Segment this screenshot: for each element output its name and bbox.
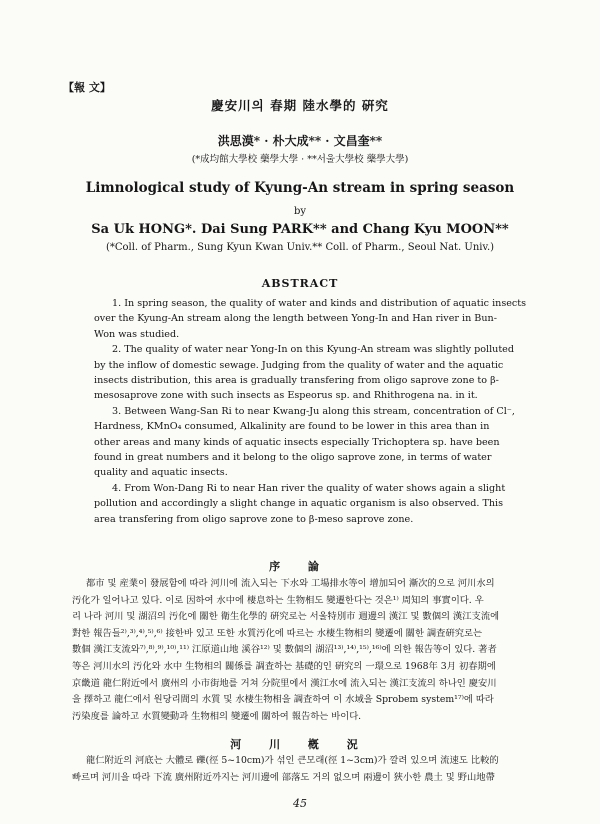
introduction-line: 都市 및 産業이 發展함에 따라 河川에 流入되는 下水와 工場排水等이 增加되어 漸次的으로 河川水의 bbox=[86, 578, 495, 589]
abstract-line: by the inflow of domestic sewage. Judging from the quality of water and the aquatic bbox=[94, 359, 504, 371]
by-line: by bbox=[293, 206, 307, 217]
introduction-line: 京畿道 龍仁附近에서 廣州의 小市街地를 거쳐 分院里에서 漢江水에 流入되는 漢江支流의 하나인 慶安川 bbox=[72, 677, 497, 689]
introduction-heading: 序 論 bbox=[269, 560, 331, 573]
river-overview-line: 빠르며 河川을 따라 下流 廣州附近까지는 河川邊에 部落도 거의 없으며 兩邊이 狹小한 農土 및 野山地帶 bbox=[72, 771, 495, 783]
river-overview-line: 龍仁附近의 河底는 大體로 礫(徑 5~10cm)가 섞인 큰모래(徑 1~3cm)가 깔려 있으며 流速도 比較的 bbox=[86, 755, 499, 766]
abstract-line: 2. The quality of water near Yong-In on this Kyung-An stream was slightly polluted bbox=[112, 344, 514, 356]
abstract-line: over the Kyung-An stream along the length between Yong-In and Han river in Bun- bbox=[94, 313, 497, 325]
abstract-line: mesosaprove zone with such insects as Espeorus sp. and Rhithrogena na. in it. bbox=[94, 390, 478, 402]
abstract-line: pollution and accordingly a slight change in aquatic organism is also observed. This bbox=[94, 498, 504, 510]
introduction-body bbox=[72, 576, 536, 725]
abstract-line: 4. From Won-Dang Ri to near Han river the quality of water shows again a slight bbox=[112, 482, 506, 494]
english-authors: Sa Uk HONG*. Dai Sung PARK** and Chang Kyu MOON** bbox=[91, 222, 509, 237]
korean-affiliations: (*成均館大學校 藥學大學 · **서울大學校 藥學大學) bbox=[191, 154, 409, 165]
river-overview-heading: 河 川 槪 況 bbox=[230, 738, 370, 751]
abstract-line: area transfering from oligo saprove zone to β-meso saprove zone. bbox=[94, 513, 414, 525]
introduction-line: 對한 報告들²⁾,³⁾,⁴⁾,⁵⁾,⁶⁾ 接한바 있고 또한 水質汚化에 따르는 水棲生物相의 變遷에 關한 調査硏究로는 bbox=[72, 627, 483, 639]
abstract-line: Won was studied. bbox=[94, 328, 180, 340]
abstract-heading: ABSTRACT bbox=[261, 277, 339, 290]
english-title: Limnological study of Kyung-An stream in spring season bbox=[85, 180, 515, 196]
introduction-line: 數個 漢江支流와⁷⁾,⁸⁾,⁹⁾,¹⁰⁾,¹¹⁾ 江原道山地 溪谷¹²⁾ 및 數個의 湖沼¹³⁾,¹⁴⁾,¹⁵⁾,¹⁶⁾에 의한 報告等이 있다. 著者 bbox=[72, 644, 497, 656]
article-type-label: 【報 文】 bbox=[63, 81, 111, 94]
abstract-body bbox=[94, 296, 527, 527]
introduction-line: 汚染度를 論하고 水質變動과 生物相의 變遷에 關하여 報告하는 바이다. bbox=[72, 710, 362, 722]
abstract-line: insects distribution, this area is gradually transfering from oligo saprove zone to β- bbox=[94, 375, 499, 387]
korean-authors: 洪思漠* · 朴大成** · 文昌奎** bbox=[217, 134, 383, 148]
river-overview-body bbox=[72, 753, 536, 786]
english-affiliations: (*Coll. of Pharm., Sung Kyun Kwan Univ.** Coll. of Pharm., Seoul Nat. Univ.) bbox=[105, 242, 495, 253]
korean-title: 慶安川의 春期 陸水學的 硏究 bbox=[211, 98, 389, 113]
abstract-line: 3. Between Wang-San Ri to near Kwang-Ju along this stream, concentration of Cl⁻, bbox=[112, 405, 515, 417]
introduction-line: 等은 河川水의 汚化와 水中 生物相의 關係를 調査하는 基礎的인 硏究의 一環으로 1968年 3月 初春期에 bbox=[72, 660, 496, 672]
introduction-line: 汚化가 일어나고 있다. 이로 因하여 水中에 棲息하는 生物相도 變遷한다는 것은¹⁾ 周知의 事實이다. 우 bbox=[72, 594, 484, 606]
introduction-line: 을 擇하고 龍仁에서 원당리間의 水質 및 水棲生物相을 調査하여 이 水域을 Sprobem system¹⁷⁾에 따라 bbox=[72, 694, 494, 706]
abstract-line: quality and aquatic insects. bbox=[94, 467, 228, 479]
page-number: 45 bbox=[293, 797, 307, 810]
abstract-line: other areas and many kinds of aquatic insects especially Trichoptera sp. have been bbox=[94, 436, 500, 448]
abstract-line: found in great numbers and it belong to the oligo saprove zone, in terms of water bbox=[94, 452, 492, 464]
introduction-line: 리 나라 河川 및 湖沼의 汚化에 關한 衛生化學的 硏究로는 서울特別市 週邊의 漢江 및 數個의 漢江支流에 bbox=[72, 611, 500, 623]
abstract-line: Hardness, KMnO₄ consumed, Alkalinity are found to be lower in this area than in bbox=[94, 421, 490, 433]
abstract-line: 1. In spring season, the quality of water and kinds and distribution of aquatic insects bbox=[112, 298, 527, 309]
